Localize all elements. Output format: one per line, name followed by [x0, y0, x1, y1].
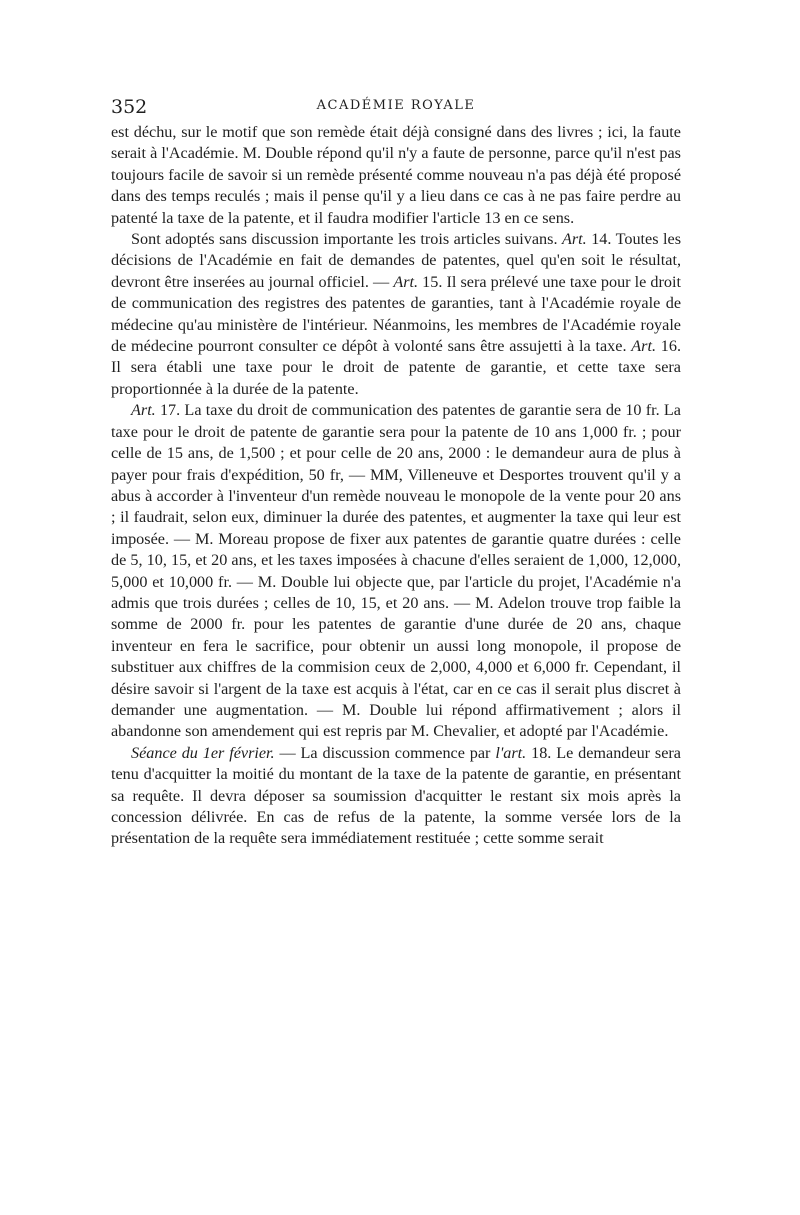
italic-run: Art. — [393, 272, 419, 291]
paragraph — [111, 743, 681, 850]
text-run: 16. Il sera établi une taxe pour le droit de patente de garantie, et cette taxe sera proportionnée à la durée de la patente. — [111, 337, 682, 398]
italic-run: Art. — [131, 401, 156, 420]
body-text — [111, 122, 681, 850]
italic-run: Séance du 1er février. — [131, 743, 275, 762]
running-head: ACADÉMIE ROYALE — [316, 98, 476, 113]
text-run: 15. Il sera prélevé une taxe pour le droit de communication des registres des patentes de garanties, tant à l'Académie royale de médecine qu'au ministère de l'intérieur. Néanmoins, les membres de l'Académie royale de médecine pourront consulter ce dépôt à volonté sans être assujetti à la taxe. — [111, 272, 681, 356]
text-run: Sont adoptés sans discussion importante les trois articles suivans. — [131, 230, 562, 249]
paragraph — [111, 400, 681, 743]
page-header — [111, 96, 681, 122]
text-run: 18. Le demandeur sera tenu d'acquitter la moitié du montant de la taxe de la patente de garantie, en présentant sa requête. Il devra déposer sa soumission d'acquitter le restant six mois après la concession délivrée. En cas de refus de la patente, la somme versée lors de la présentation de la requête sera immédiatement restituée ; cette somme serait — [111, 743, 681, 848]
page-number: 352 — [111, 96, 148, 118]
text-run: est déchu, sur le motif que son remède était déjà consigné dans des livres ; ici, la faute serait à l'Académie. M. Double répond qu'il n'y a faute de personne, parce qu'il n'est pas toujours facile de savoir si un remède présenté comme nouveau n'a pas déjà été proposé dans des temps reculés ; mais il pense qu'il y a lieu dans ce cas à ne pas faire perdre au patenté la taxe de la patente, et il faudra modifier l'article 13 en ce sens. — [111, 123, 681, 227]
book-page — [111, 96, 681, 850]
italic-run: l'art. — [495, 743, 527, 762]
paragraph — [111, 229, 681, 400]
italic-run: Art. — [561, 230, 587, 249]
paragraph — [111, 122, 681, 229]
italic-run: Art. — [631, 337, 656, 356]
text-run: — La discussion commence par — [274, 743, 496, 762]
text-run: 17. La taxe du droit de communication des patentes de garantie sera de 10 fr. La taxe pour le droit de patente de garantie sera pour la patente de 10 ans 1,000 fr. ; pour celle de 15 ans, de 1,500 ; et pour celle de 20 ans, 2000 : le demandeur aura de plus à payer pour frais d'expédition, 50 fr, — MM, Villeneuve et Desportes trouvent qu'il y a abus à accorder à l'inventeur d'un remède nouveau le monopole de la vente pour 20 ans ; il faudrait, selon eux, diminuer la durée des patentes, et augmenter la taxe qui leur est imposée. — M. Moreau propose de fixer aux patentes de garantie quatre durées : celle de 5, 10, 15, et 20 ans, et les taxes imposées à chacune d'elles seraient de 1,000, 12,000, 5,000 et 10,000 fr. — M. Double lui objecte que, par l'article du projet, l'Académie n'a admis que trois durées ; celles de 10, 15, et 20 ans. — M. Adelon trouve trop faible la somme de 2000 fr. pour les patentes de garantie d'une durée de 20 ans, chaque inventeur en fera le sacrifice, pour obtenir un aussi long monopole, il propose de substituer aux chiffres de la commision ceux de 2,000, 4,000 et 6,000 fr. Cependant, il désire savoir si l'argent de la taxe est acquis à l'état, car en ce cas il serait plus discret à demander une augmentation. — M. Double lui répond affirmativement ; alors il abandonne son amendement qui est repris par M. Chevalier, et adopté par l'Académie. — [111, 401, 681, 741]
text-run: 14. Toutes les décisions de l'Académie en fait de demandes de patentes, quel qu'en soit le résultat, devront être inserées au journal officiel. — — [111, 230, 681, 291]
